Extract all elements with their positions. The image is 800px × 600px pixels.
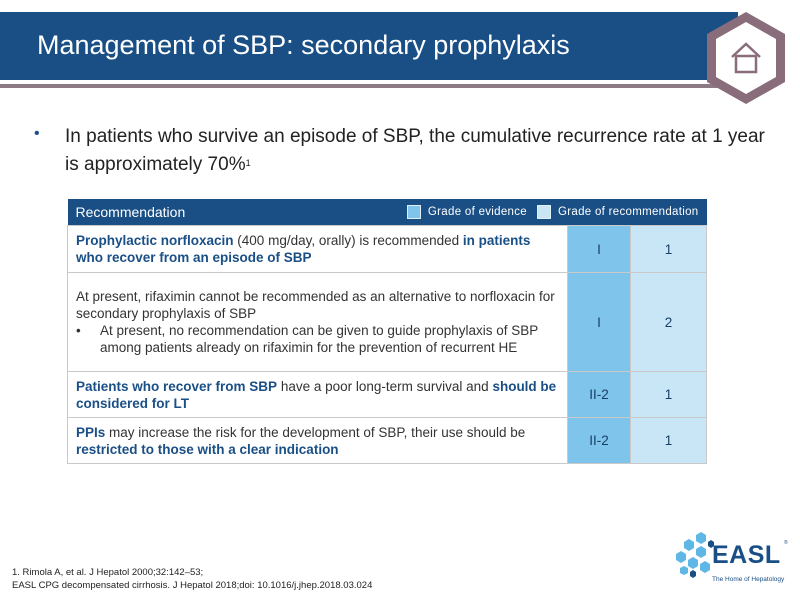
text-segment: PPIs (76, 424, 106, 440)
recommendation-text (68, 372, 568, 418)
text-segment: Patients who recover from SBP (76, 378, 278, 394)
evidence-grade: I (568, 273, 631, 372)
table-row (68, 226, 707, 273)
footnotes (12, 566, 372, 592)
evidence-grade: II-2 (568, 372, 631, 418)
sub-bullet-item (76, 322, 559, 356)
logo-tagline: The Home of Hepatology (712, 576, 785, 583)
table-row (68, 418, 707, 464)
intro-sentence: In patients who survive an episode of SBP, the cumulative recurrence rate at 1 year is approximately 70% (65, 126, 765, 175)
recommendation-table (67, 199, 707, 464)
footnote-reference: 1. Rimola A, et al. J Hepatol 2000;32:142–53; (12, 567, 204, 578)
home-icon[interactable] (705, 10, 787, 106)
recommendation-grade: 2 (631, 273, 707, 372)
recommendation-text (68, 273, 568, 372)
intro-text (65, 123, 765, 178)
legend (397, 204, 699, 221)
text-segment: (400 mg/day, orally) is recommended (233, 233, 463, 248)
title-divider (0, 84, 738, 88)
recommendation-grade: 1 (631, 226, 707, 273)
footnote-guideline: EASL CPG decompensated cirrhosis. J Hepatol 2018;doi: 10.1016/j.jhep.2018.03.024 (12, 580, 373, 591)
evidence-grade: II-2 (568, 418, 631, 464)
text-segment: in patients who recover from an episode of SBP (76, 233, 531, 265)
legend-grade-label: Grade of recommendation (558, 205, 699, 218)
legend-evidence-label: Grade of evidence (427, 205, 527, 218)
legend-grade (537, 204, 699, 221)
table-row (68, 372, 707, 418)
text-segment: At present, rifaximin cannot be recommended as an alternative to norfloxacin for secondary prophylaxis of SBP (76, 289, 555, 321)
legend-evidence (407, 204, 527, 221)
intro-reference: 1 (245, 158, 251, 168)
text-segment: should be considered for LT (76, 378, 557, 411)
sub-bullet-text: At present, no recommendation can be given to guide prophylaxis of SBP among patients already on rifaximin for the prevention of recurrent HE (100, 323, 539, 355)
recommendation-header: Recommendation (75, 203, 186, 220)
grade-swatch (537, 205, 551, 219)
intro-bullet: • (34, 125, 40, 142)
evidence-swatch (407, 205, 421, 219)
text-segment: have a poor long-term survival and (277, 378, 493, 394)
recommendation-text (68, 226, 568, 273)
table-row (68, 273, 707, 372)
table-header (68, 199, 707, 226)
logo-registered: ® (784, 540, 788, 546)
logo-wordmark: EASL (712, 541, 781, 569)
slide-title: Management of SBP: secondary prophylaxis (37, 30, 570, 60)
recommendation-grade: 1 (631, 418, 707, 464)
text-segment: restricted to those with a clear indication (76, 441, 339, 457)
text-segment: Prophylactic norfloxacin (76, 233, 234, 248)
evidence-grade: I (568, 226, 631, 273)
text-segment: may increase the risk for the development of SBP, their use should be (105, 424, 526, 440)
recommendation-text (68, 418, 568, 464)
recommendation-grade: 1 (631, 372, 707, 418)
sub-bullet: • (76, 323, 81, 338)
